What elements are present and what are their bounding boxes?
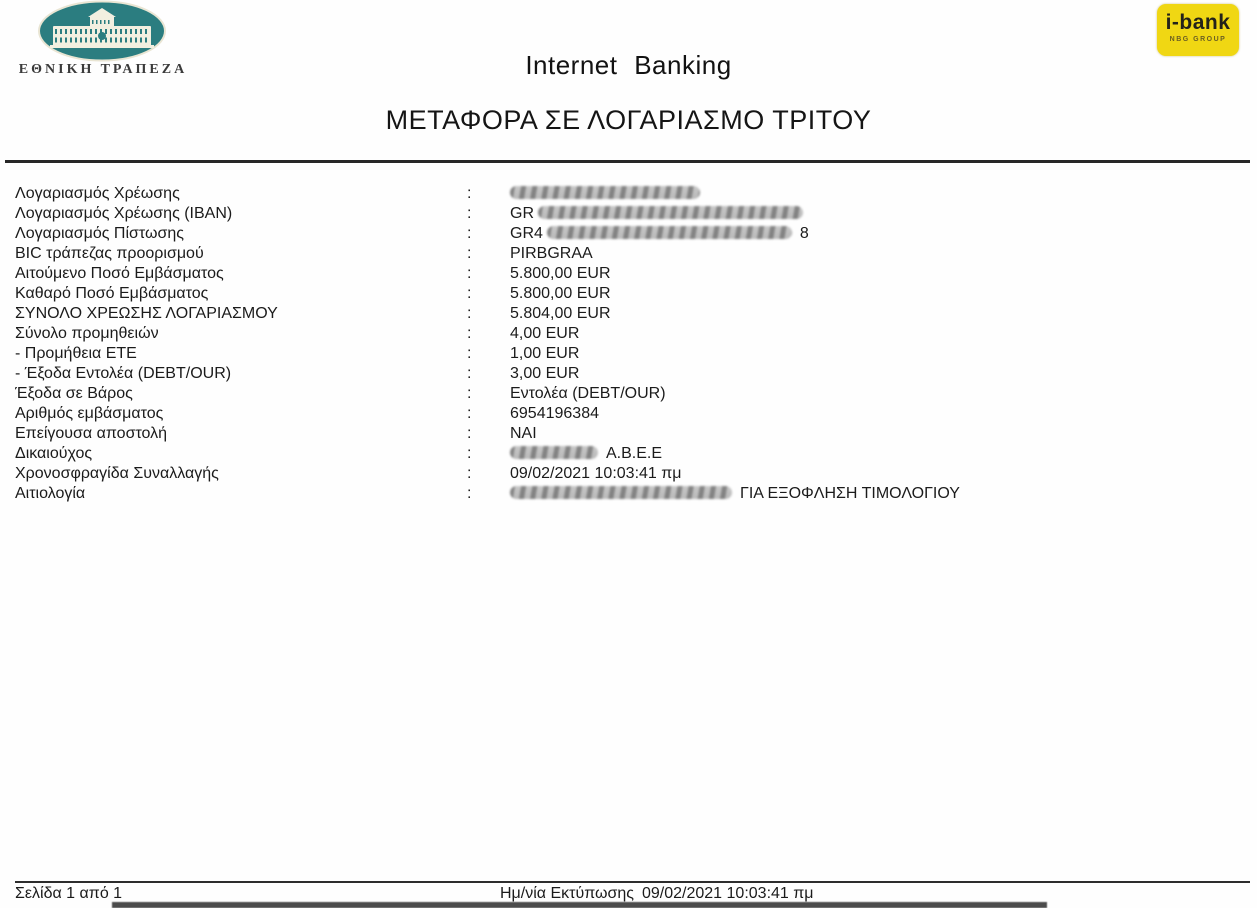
row-label: ΣΥΝΟΛΟ ΧΡΕΩΣΗΣ ΛΟΓΑΡΙΑΣΜΟΥ — [15, 305, 278, 322]
row-label: Αριθμός εμβάσματος — [15, 405, 164, 422]
row-value — [510, 264, 1245, 284]
row-colon: : — [467, 425, 472, 442]
detail-row — [15, 324, 1245, 344]
row-colon: : — [467, 265, 472, 282]
footer-divider — [15, 881, 1250, 883]
redacted-value — [510, 486, 732, 499]
detail-row — [15, 364, 1245, 384]
value-text: Εντολέα (DEBT/OUR) — [510, 385, 666, 402]
row-label: Χρονοσφραγίδα Συναλλαγής — [15, 465, 219, 482]
redacted-value — [510, 186, 700, 199]
row-value — [510, 464, 1245, 484]
value-text: 3,00 EUR — [510, 365, 580, 382]
detail-row — [15, 444, 1245, 464]
row-label: Αιτούμενο Ποσό Εμβάσματος — [15, 265, 224, 282]
value-text: ΓΙΑ ΕΞΟΦΛΗΣΗ ΤΙΜΟΛΟΓΙΟΥ — [740, 485, 960, 502]
row-label: Καθαρό Ποσό Εμβάσματος — [15, 285, 209, 302]
row-colon: : — [467, 245, 472, 262]
value-text: 8 — [799, 225, 809, 242]
row-value — [510, 324, 1245, 344]
row-value — [510, 364, 1245, 384]
row-colon: : — [467, 325, 472, 342]
row-value — [510, 244, 1245, 264]
footer-page-number: Σελίδα 1 από 1 — [15, 885, 123, 902]
redacted-value — [510, 446, 598, 459]
row-colon: : — [467, 485, 472, 502]
row-colon: : — [467, 345, 472, 362]
row-label: Σύνολο προμηθειών — [15, 325, 159, 342]
detail-row — [15, 304, 1245, 324]
row-label: - Έξοδα Εντολέα (DEBT/OUR) — [15, 365, 232, 382]
value-text: 5.800,00 EUR — [510, 265, 611, 282]
detail-row — [15, 244, 1245, 264]
value-text: 5.800,00 EUR — [510, 285, 611, 302]
detail-row — [15, 344, 1245, 364]
footer-print-date — [500, 885, 814, 903]
value-text: GR — [510, 205, 534, 222]
value-text: 4,00 EUR — [510, 325, 580, 342]
ibank-logo-subtitle: NBG GROUP — [1169, 36, 1227, 43]
row-value — [510, 344, 1245, 364]
row-value — [510, 284, 1245, 304]
header-divider — [5, 160, 1250, 163]
detail-row — [15, 464, 1245, 484]
print-date-value: 09/02/2021 10:03:41 πμ — [642, 885, 814, 902]
row-label: Δικαιούχος — [15, 445, 93, 462]
value-text: Α.Β.Ε.Ε — [606, 445, 663, 462]
row-value — [510, 184, 1245, 204]
detail-row — [15, 484, 1245, 504]
value-text: PIRBGRAA — [510, 245, 593, 262]
detail-row — [15, 264, 1245, 284]
row-colon: : — [467, 365, 472, 382]
row-colon: : — [467, 385, 472, 402]
redacted-value — [538, 206, 803, 219]
value-text: 5.804,00 EUR — [510, 305, 611, 322]
row-label: Λογαριασμός Πίστωσης — [15, 225, 184, 242]
row-value — [510, 384, 1245, 404]
row-colon: : — [467, 445, 472, 462]
row-colon: : — [467, 205, 472, 222]
row-label: BIC τράπεζας προορισμού — [15, 245, 204, 262]
row-value — [510, 484, 1245, 504]
value-text: GR4 — [510, 225, 543, 242]
row-label: Αιτιολογία — [15, 485, 86, 502]
detail-row — [15, 204, 1245, 224]
bank-name: ΕΘΝΙΚΗ ΤΡΑΠΕΖΑ — [18, 62, 188, 77]
detail-row — [15, 224, 1245, 244]
detail-row — [15, 424, 1245, 444]
row-colon: : — [467, 225, 472, 242]
detail-row — [15, 184, 1245, 204]
detail-row — [15, 284, 1245, 304]
row-value — [510, 444, 1245, 464]
detail-row — [15, 384, 1245, 404]
print-date-label: Ημ/νία Εκτύπωσης — [500, 885, 634, 902]
row-value — [510, 424, 1245, 444]
document-subtitle: ΜΕΤΑΦΟΡΑ ΣΕ ΛΟΓΑΡΙΑΣΜΟ ΤΡΙΤΟΥ — [385, 105, 872, 135]
redacted-value — [547, 226, 792, 239]
row-label: Λογαριασμός Χρέωσης — [15, 185, 180, 202]
row-value — [510, 404, 1245, 424]
row-value — [510, 224, 1245, 244]
row-colon: : — [467, 185, 472, 202]
row-colon: : — [467, 305, 472, 322]
row-value — [510, 304, 1245, 324]
row-label: Λογαριασμός Χρέωσης (IBAN) — [15, 205, 233, 222]
detail-row — [15, 404, 1245, 424]
row-colon: : — [467, 405, 472, 422]
page-title: Internet Banking — [525, 50, 732, 80]
row-colon: : — [467, 465, 472, 482]
details-table — [15, 184, 1245, 504]
row-value — [510, 204, 1245, 224]
row-label: Επείγουσα αποστολή — [15, 425, 168, 442]
row-label: - Προμήθεια ΕΤΕ — [15, 345, 137, 362]
value-text: 09/02/2021 10:03:41 πμ — [510, 465, 682, 482]
row-label: Έξοδα σε Βάρος — [15, 385, 133, 402]
value-text: 6954196384 — [510, 405, 599, 422]
ibank-logo-title: i-bank — [1165, 11, 1231, 34]
photo-edge-bar — [112, 902, 1047, 908]
value-text: ΝΑΙ — [510, 425, 537, 442]
row-colon: : — [467, 285, 472, 302]
ibank-logo — [1157, 4, 1239, 56]
value-text: 1,00 EUR — [510, 345, 580, 362]
